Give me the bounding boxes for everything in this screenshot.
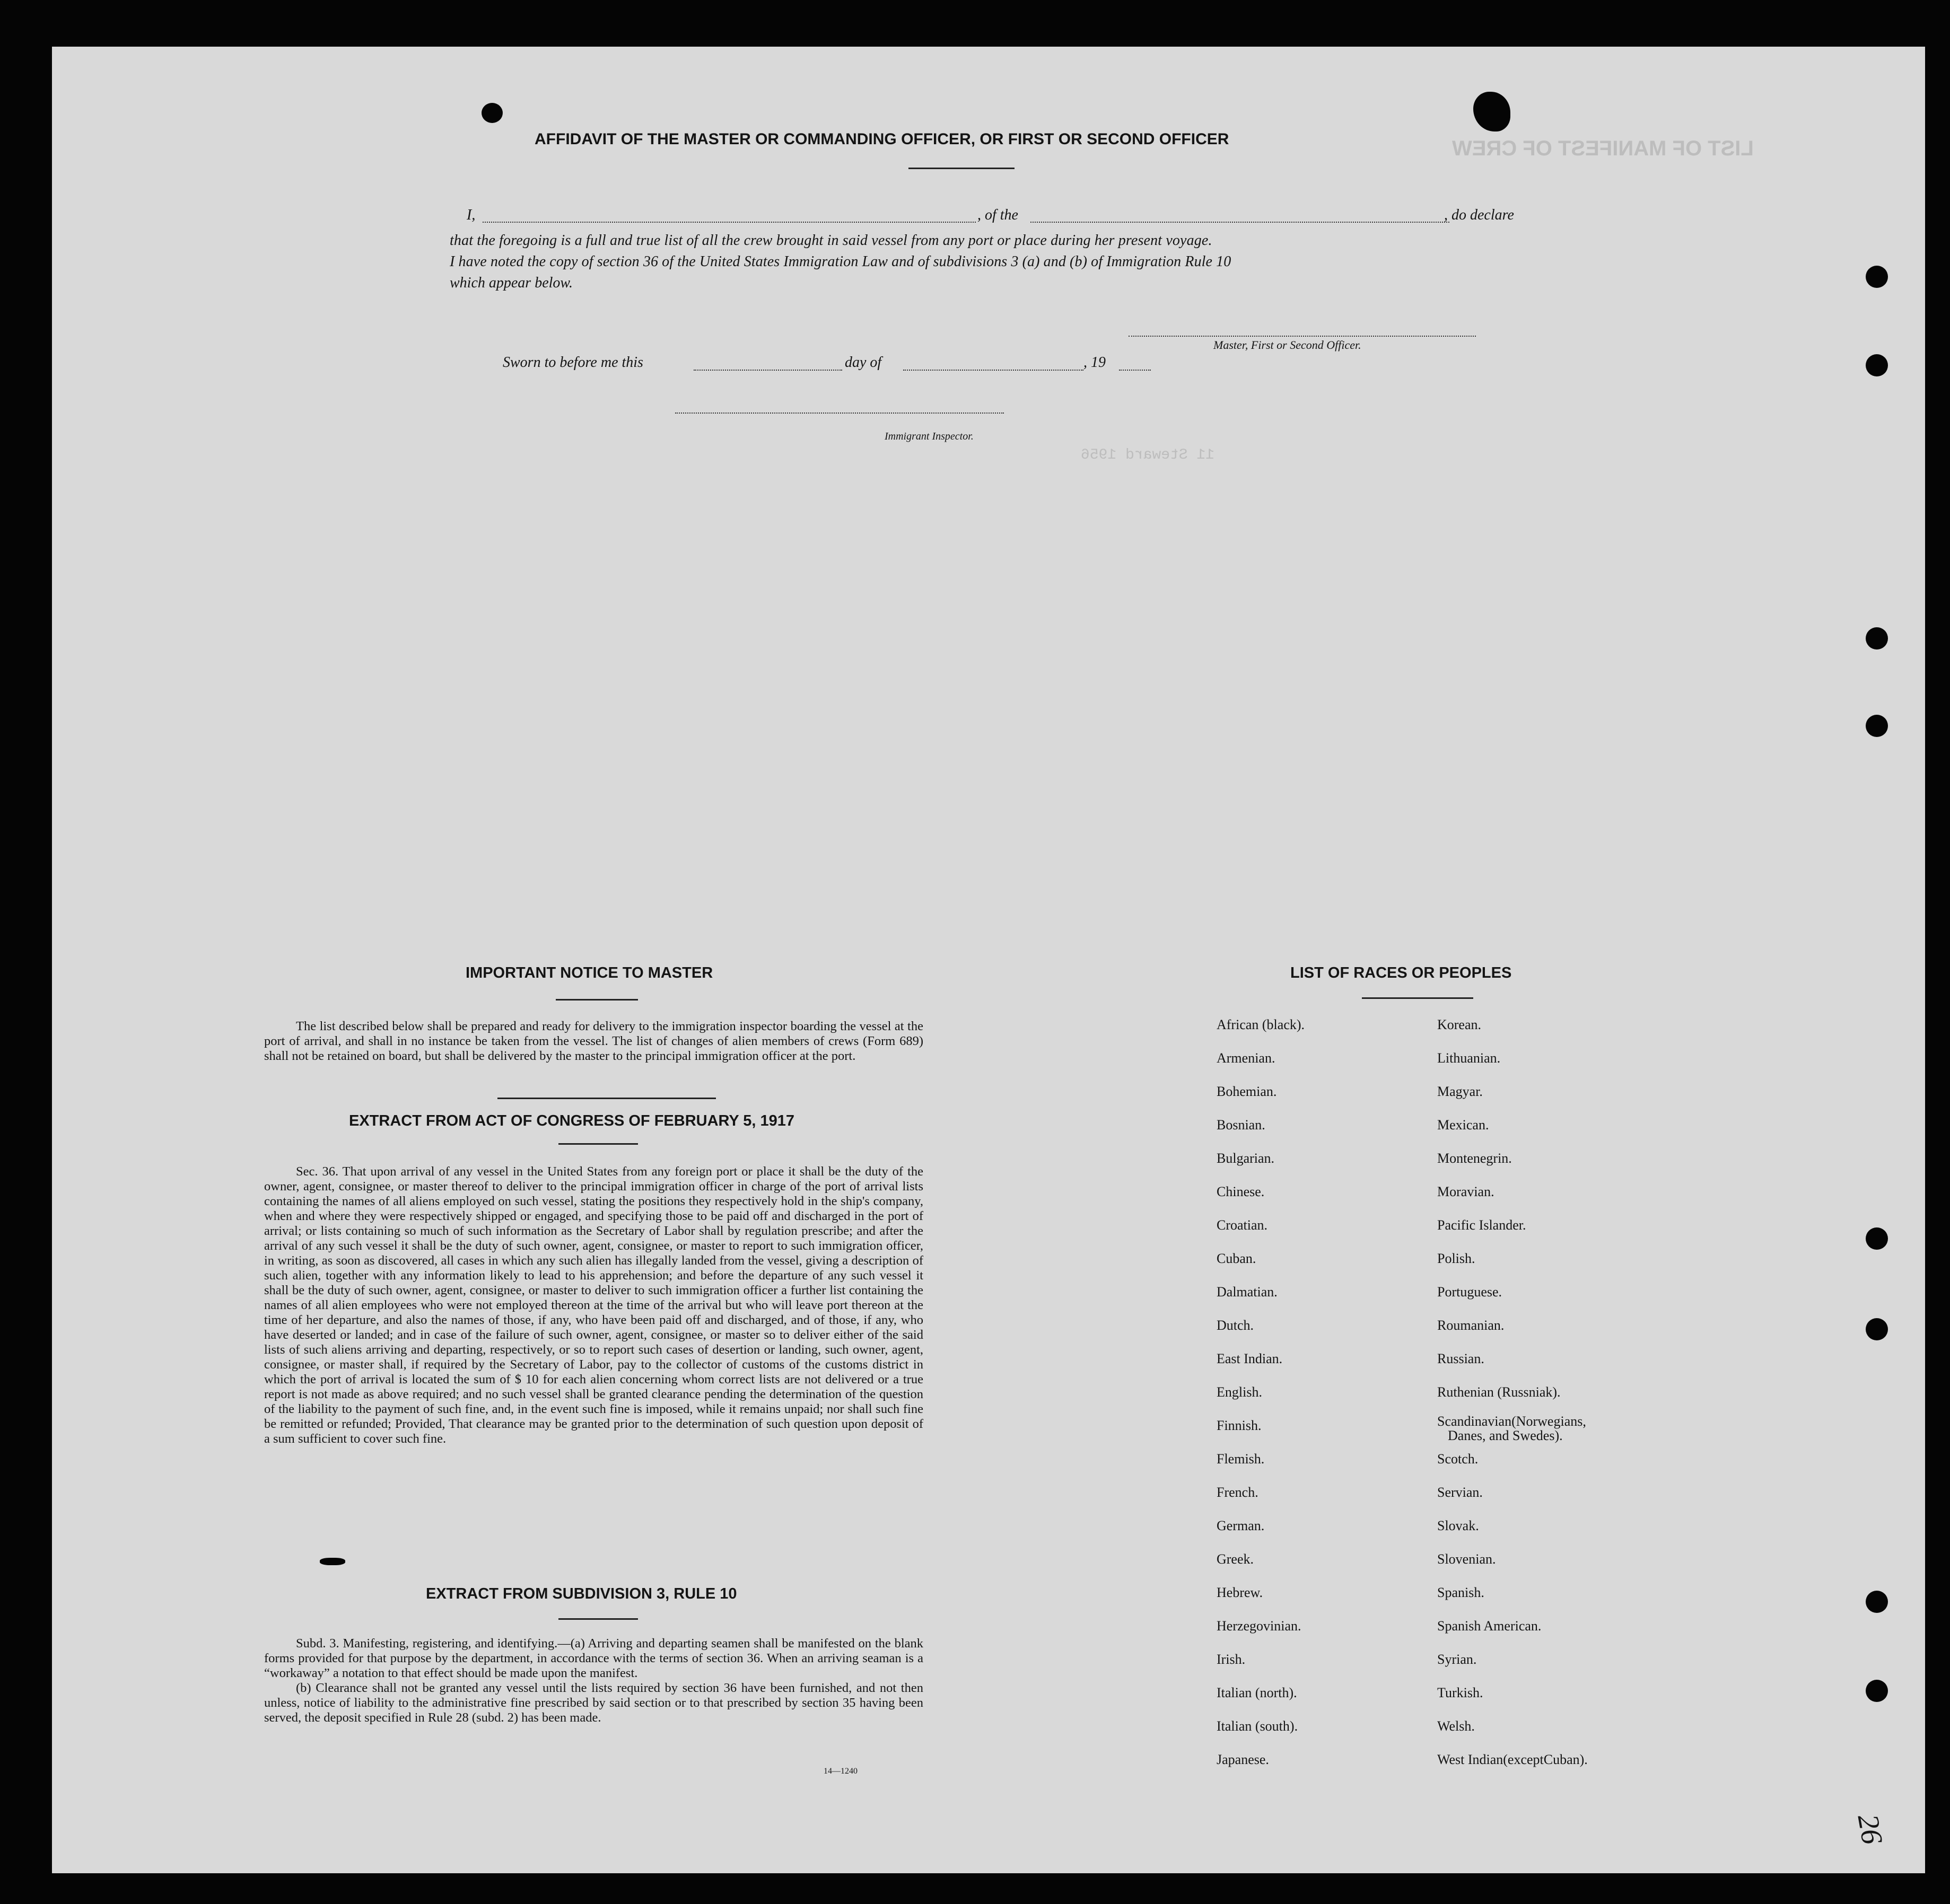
punch-hole — [482, 103, 503, 123]
race-left: German. — [1217, 1518, 1265, 1533]
form-number: 14—1240 — [824, 1767, 858, 1776]
year-line — [1119, 370, 1151, 371]
race-left: Bohemian. — [1217, 1084, 1277, 1099]
race-left: French. — [1217, 1485, 1258, 1500]
race-right: Korean. — [1437, 1017, 1482, 1032]
race-right: Spanish. — [1437, 1585, 1484, 1600]
race-left: Dalmatian. — [1217, 1284, 1278, 1300]
notice-title-rule — [556, 999, 638, 1001]
race-right: Turkish. — [1437, 1685, 1483, 1700]
race-left: Croatian. — [1217, 1217, 1268, 1233]
act-title: EXTRACT FROM ACT OF CONGRESS OF FEBRUARY 5, 1917 — [349, 1112, 795, 1129]
inspector-line — [675, 413, 1004, 414]
race-right: Pacific Islander. — [1437, 1217, 1526, 1233]
notice-paragraph: The list described below shall be prepared and ready for delivery to the immigration inspector boarding the vessel at the port of arrival, and shall in no instance be taken from the vessel. The list of changes of alien members of crews (Form 689) shall not be retained on board, but shall be delivered by the master to the principal immigration officer at the port. — [264, 1019, 923, 1063]
rule-paragraph-a: Subd. 3. Manifesting, registering, and identifying.—(a) Arriving and departing seamen shall be manifested on the blank forms provided for that purpose by the department, in accordance with the terms of section 36. When an arriving seaman is a “workaway” a notation to that effect should be made upon the manifest. — [264, 1636, 923, 1680]
act-title-rule — [558, 1143, 638, 1145]
race-left: Irish. — [1217, 1652, 1246, 1667]
race-left: Italian (north). — [1217, 1685, 1297, 1700]
affidavit-line-2: I have noted the copy of section 36 of the United States Immigration Law and of subdivisions 3 (a) and (b) of Immigration Rule 10 — [450, 253, 1231, 270]
signature-caption: Master, First or Second Officer. — [1213, 338, 1361, 352]
affidavit-name-line — [483, 222, 976, 223]
race-right: Syrian. — [1437, 1652, 1477, 1667]
notice-text — [264, 1019, 923, 1064]
act-paragraph: Sec. 36. That upon arrival of any vessel in the United States from any foreign port or place it shall be the duty of the owner, agent, consignee, or master thereof to deliver to the principal immigration officer in charge of the port of arrival lists containing the names of all aliens employed on such vessel, stating the positions they respectively hold in the ship's company, when and where they were respectively shipped or engaged, and specifying those to be paid off and discharged in the port of arrival; or lists containing so much of such information as the Secretary of Labor shall by regulation prescribe; and after the arrival of any such vessel it shall be the duty of such owner, agent, consignee, or master to report to such immigration officer, in writing, as soon as discovered, all cases in which any such alien has illegally landed from the vessel, giving a description of such alien, together with any information likely to lead to his apprehension; and before the departure of any such vessel it shall be the duty of such owner, agent, consignee, or master to deliver to such immigration officer a further list containing the names of all alien employees who were not employed thereon at the time of the arrival but who will leave port thereon at the time of her departure, and also the names of those, if any, who have been paid off and discharged, and of those, if any, who have deserted or landed; and in case of the failure of such owner, agent, consignee, or master so to deliver either of the said lists of such aliens arriving and departing, respectively, or so to report such cases of desertion or landing, such owner, agent, consignee, or master shall, if required by the Secretary of Labor, pay to the collector of customs of the customs district in which the port of arrival is located the sum of $ 10 for each alien concerning whom correct lists are not delivered or a true report is not made as above required; and no such vessel shall be granted clearance pending the determination of the question of the liability to the payment of such fine, and, in the event such fine is imposed, while it remains unpaid; nor shall such fine be remitted or refunded; Provided, That clearance may be granted prior to the determination of such question upon deposit of a sum sufficient to cover such fine. — [264, 1164, 923, 1446]
bleed-through-row: 11 Steward 1956 — [1081, 447, 1215, 463]
race-right: Slovak. — [1437, 1518, 1479, 1533]
race-right: Slovenian. — [1437, 1551, 1496, 1567]
notice-rule — [497, 1098, 716, 1099]
race-right: Lithuanian. — [1437, 1050, 1501, 1066]
race-left: Finnish. — [1217, 1418, 1262, 1433]
affidavit-i-label: I, — [467, 207, 476, 223]
binder-hole — [1866, 354, 1888, 376]
race-left: Armenian. — [1217, 1050, 1275, 1066]
tear-hole — [1473, 92, 1510, 131]
race-right: Welsh. — [1437, 1718, 1475, 1734]
race-right: Polish. — [1437, 1251, 1475, 1266]
race-right: Magyar. — [1437, 1084, 1483, 1099]
binder-hole — [1866, 266, 1888, 288]
sworn-label: Sworn to before me this — [503, 354, 643, 371]
race-left: Bulgarian. — [1217, 1151, 1275, 1166]
binder-hole — [1866, 1680, 1888, 1702]
page-number-handwritten: 26 — [1851, 1812, 1889, 1847]
sworn-day-line — [694, 370, 842, 371]
rule-title: EXTRACT FROM SUBDIVISION 3, RULE 10 — [426, 1585, 737, 1602]
affidavit-of-the: , of the — [977, 207, 1018, 223]
race-left: Flemish. — [1217, 1451, 1265, 1467]
races-title-rule — [1362, 997, 1473, 999]
race-left: Chinese. — [1217, 1184, 1265, 1199]
rule-title-rule — [558, 1618, 638, 1620]
race-left: English. — [1217, 1384, 1262, 1400]
affidavit-title-rule — [908, 168, 1015, 169]
year-label: , 19 — [1083, 354, 1106, 371]
race-left: Hebrew. — [1217, 1585, 1263, 1600]
race-right: Spanish American. — [1437, 1618, 1542, 1634]
binder-hole — [1866, 1318, 1888, 1340]
race-right: Montenegrin. — [1437, 1151, 1512, 1166]
binder-hole — [1866, 627, 1888, 650]
race-left: African (black). — [1217, 1017, 1305, 1032]
sworn-month-line — [903, 370, 1083, 371]
race-left: Cuban. — [1217, 1251, 1256, 1266]
race-right: Scandinavian(Norwegians, — [1437, 1414, 1586, 1429]
binder-hole — [1866, 1227, 1888, 1250]
race-right: Russian. — [1437, 1351, 1484, 1366]
affidavit-vessel-line — [1030, 222, 1449, 223]
bleed-through-header: LIST OF MANIFEST OF CREW — [1452, 137, 1754, 160]
day-of-label: day of — [845, 354, 882, 371]
race-left: Japanese. — [1217, 1752, 1269, 1767]
race-right: West Indian(exceptCuban). — [1437, 1752, 1588, 1767]
rule-paragraph-b: (b) Clearance shall not be granted any vessel until the lists required by section 36 have been furnished, and not then unless, notice of liability to the administrative fine prescribed by said section or to that prescribed by section 35 having been served, the deposit specified in Rule 28 (subd. 2) has been made. — [264, 1681, 923, 1725]
act-text — [264, 1164, 923, 1446]
race-right: Portuguese. — [1437, 1284, 1502, 1300]
rule-text — [264, 1636, 923, 1725]
race-right: Ruthenian (Russniak). — [1437, 1384, 1561, 1400]
affidavit-line-1: that the foregoing is a full and true list of all the crew brought in said vessel from any port or place during her present voyage. — [450, 232, 1212, 249]
ink-blot — [320, 1558, 345, 1565]
race-left: Greek. — [1217, 1551, 1254, 1567]
race-left: Italian (south). — [1217, 1718, 1298, 1734]
signature-line — [1129, 336, 1476, 337]
race-left: East Indian. — [1217, 1351, 1283, 1366]
binder-hole — [1866, 715, 1888, 737]
affidavit-title: AFFIDAVIT OF THE MASTER OR COMMANDING OFFICER, OR FIRST OR SECOND OFFICER — [535, 130, 1229, 148]
race-right: Roumanian. — [1437, 1318, 1505, 1333]
notice-title: IMPORTANT NOTICE TO MASTER — [466, 964, 713, 981]
race-right: Moravian. — [1437, 1184, 1494, 1199]
document-page — [52, 47, 1925, 1873]
race-left: Herzegovinian. — [1217, 1618, 1301, 1634]
race-right: Servian. — [1437, 1485, 1483, 1500]
inspector-caption: Immigrant Inspector. — [885, 431, 974, 442]
race-left: Bosnian. — [1217, 1117, 1265, 1133]
race-right: Mexican. — [1437, 1117, 1489, 1133]
races-title: LIST OF RACES OR PEOPLES — [1290, 964, 1512, 981]
affidavit-do-declare: , do declare — [1444, 207, 1514, 223]
binder-hole — [1866, 1591, 1888, 1613]
affidavit-line-3: which appear below. — [450, 275, 573, 291]
race-right: Danes, and Swedes). — [1448, 1428, 1563, 1443]
race-left: Dutch. — [1217, 1318, 1254, 1333]
race-right: Scotch. — [1437, 1451, 1479, 1467]
